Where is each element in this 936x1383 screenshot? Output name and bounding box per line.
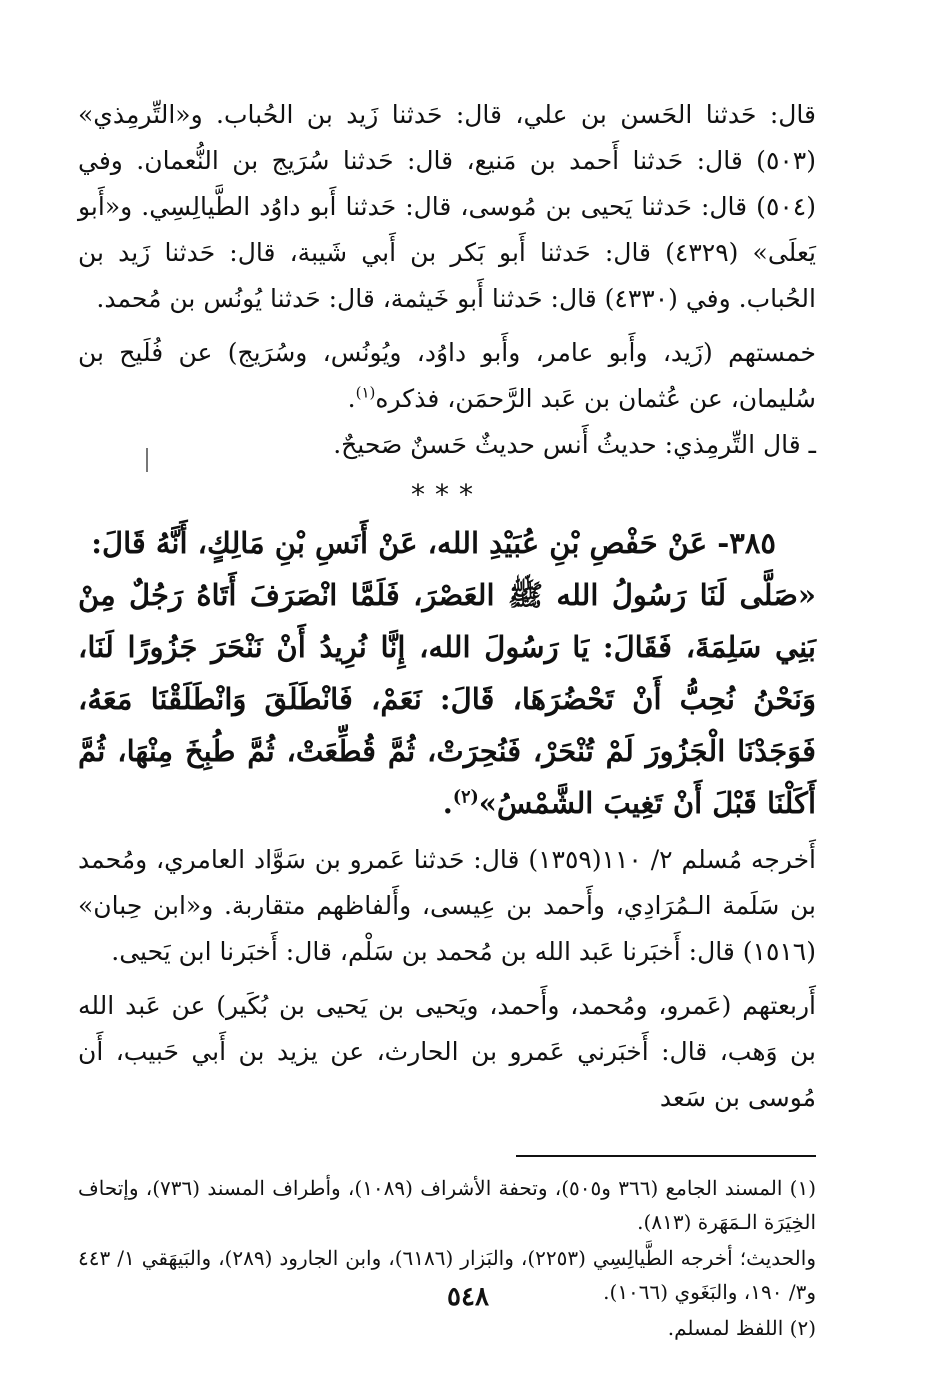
footnote-ref: (٢)	[452, 787, 479, 808]
takhrij-paragraph: أَخرجه مُسلم ٢/ ١١٠(١٣٥٩) قال: حَدثنا عَمرو بن سَوَّاد العامري، ومُحمد بن سَلَمة الـمُرَادِي، وأَحمد بن عِيسى، وأَلفاظهم متقاربة. و«ابن حِبان» (١٥١٦) قال: أَخبَرنا عَبد الله بن مُحمد بن سَلْم، قال: أَخبَرنا ابن يَحيى.	[78, 845, 817, 966]
punctuation: .	[347, 384, 356, 413]
hadith-text	[78, 569, 816, 829]
footnote: والحديث؛ أخرجه الطَّيالِسِي (٢٢٥٣)، والبَزار (٦١٨٦)، وابن الجارود (٢٨٩)، والبَيهَقي ١/ ٤٤٣ و٣/ ١٩٠، والبَغَوي (١٠٦٦).	[78, 1246, 816, 1304]
footnote: (١) المسند الجامع (٣٦٦ و٥٠٥)، وتحفة الأشراف (١٠٨٩)، وأطراف المسند (٧٣٦)، وإتحاف الخِيَرَة الـمَهَرة (٨١٣).	[78, 1176, 817, 1234]
footnotes	[78, 1171, 816, 1345]
footnote-ref: (١)	[355, 383, 376, 402]
takhrij-paragraph: أَربعتهم (عَمرو، ومُحمد، وأَحمد، ويَحيى بن يَحيى بن بُكَير) عن عَبد الله بن وَهب، قال: أَخبَرني عَمرو بن الحارث، عن يزيد بن أَبي حَبيب، أَن مُوسى بن سَعد	[78, 991, 816, 1112]
text-paragraph: قال: حَدثنا الحَسن بن علي، قال: حَدثنا زَيد بن الحُباب. و«التِّرمِذي» (٥٠٣) قال: حَدثنا أَحمد بن مَنيع، قال: حَدثنا سُرَيج بن النُّعمان. وفي (٥٠٤) قال: حَدثنا يَحيى بن مُوسى، قال: حَدثنا أَبو داوُد الطَّيالِسِي. و«أَبو يَعلَى» (٤٣٢٩) قال: حَدثنا أَبو بَكر بن أَبي شَيبة، قال: حَدثنا زَيد بن الحُباب. وفي (٤٣٣٠) قال: حَدثنا أَبو خَيثمة، قال: حَدثنا يُونُس بن مُحمد.	[78, 100, 816, 313]
footnote-divider	[516, 1155, 816, 1157]
hadith-body: «صَلَّى لَنَا رَسُولُ الله ﷺ العَصْرَ، فَلَمَّا انْصَرَفَ أَتَاهُ رَجُلٌ مِنْ بَنِي سَلِمَةَ، فَقَالَ: يَا رَسُولَ الله، إِنَّا نُرِيدُ أَنْ نَنْحَرَ جَزُورًا لَنَا، وَنَحْنُ نُحِبُّ أَنْ تَحْضُرَهَا، قَالَ: نَعَمْ، فَانْطَلَقَ وَانْطَلَقْنَا مَعَهُ، فَوَجَدْنَا الْجَزُورَ لَمْ تُنْحَرْ، فَنُحِرَتْ، ثُمَّ قُطِّعَتْ، ثُمَّ طُبِخَ مِنْهَا، ثُمَّ أَكَلْنَا قَبْلَ أَنْ تَغِيبَ الشَّمْسُ»	[78, 578, 816, 820]
paragraph-text: خمستهم (زَيد، وأَبو عامر، وأَبو داوُد، ويُونُس، وسُرَيج) عن فُلَيح بن سُليمان، عن عُثمان بن عَبد الرَّحمَن، فذكره	[78, 338, 816, 413]
tirmidhi-grading: ـ قال التِّرمِذي: حديثُ أَنس حديثٌ حَسنٌ صَحيحٌ.	[333, 430, 816, 459]
section-separator: ***	[411, 478, 483, 511]
text-paragraph	[78, 330, 816, 422]
punctuation: .	[442, 786, 453, 820]
page-number: ٥٤٨	[447, 1282, 489, 1312]
footnote: (٢) اللفظ لمسلم.	[667, 1316, 816, 1340]
margin-mark	[146, 448, 148, 472]
hadith-heading: ٣٨٥- عَنْ حَفْصِ بْنِ عُبَيْدِ الله، عَنْ أَنَسِ بْنِ مَالِكٍ، أَنَّهُ قَالَ:	[91, 526, 776, 560]
